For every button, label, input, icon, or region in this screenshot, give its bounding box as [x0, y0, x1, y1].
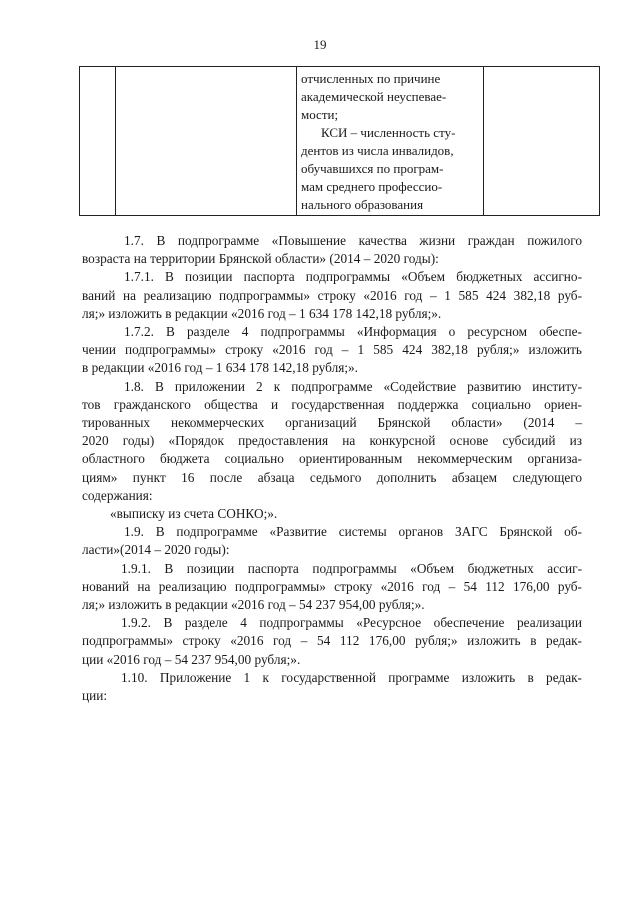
paragraph-line: ции «2016 год – 54 237 954,00 рубля;».: [82, 651, 301, 667]
table-fragment: [79, 66, 600, 216]
table-cell-line: мам среднего профессио-: [301, 179, 443, 194]
paragraph-line: подпрограммы» строку «2016 год – 54 112 176,00 рубля;» изложить в редак-: [82, 633, 582, 649]
table-column-divider: [296, 67, 297, 215]
table-column-divider: [483, 67, 484, 215]
paragraph-line: тов гражданского общества и государственная поддержка социально ориен-: [82, 396, 582, 412]
paragraph-line: областного бюджета социально ориентированным некоммерческим организа-: [82, 451, 582, 467]
table-cell-line: КСИ – численность сту-: [321, 125, 456, 140]
paragraph-line: ваний на реализацию подпрограммы» строку «2016 год – 1 585 424 382,18 руб-: [82, 287, 582, 303]
paragraph-line: 1.9.1. В позиции паспорта подпрограммы «Объем бюджетных ассиг-: [121, 560, 582, 576]
paragraph-line: чении подпрограммы» строку «2016 год – 1 585 424 382,18 рубля;» изложить: [82, 342, 582, 358]
paragraph-line: 1.9. В подпрограмме «Развитие системы органов ЗАГС Брянской об-: [124, 524, 582, 540]
paragraph-line: «выписку из счета СОНКО;».: [110, 506, 278, 522]
paragraph-line: циям» пункт 16 после абзаца седьмого дополнить абзацем следующего: [82, 469, 582, 485]
table-cell-line: дентов из числа инвалидов,: [301, 143, 454, 158]
paragraph-line: в редакции «2016 год – 1 634 178 142,18 рубля;».: [82, 360, 358, 376]
table-cell-line: академической неуспевае-: [301, 89, 447, 104]
paragraph-line: ля;» изложить в редакции «2016 год – 1 634 178 142,18 рубля;».: [82, 305, 442, 321]
paragraph-line: 1.8. В приложении 2 к подпрограмме «Содействие развитию институ-: [124, 378, 582, 394]
paragraph-line: ля;» изложить в редакции «2016 год – 54 237 954,00 рубля;».: [82, 597, 425, 613]
paragraph-line: 1.7.2. В разделе 4 подпрограммы «Информация о ресурсном обеспе-: [124, 324, 582, 340]
paragraph-line: 1.7. В подпрограмме «Повышение качества жизни граждан пожилого: [124, 233, 582, 248]
paragraph-line: 2020 годы) «Порядок предоставления на конкурсной основе субсидий из: [82, 433, 582, 449]
table-cell-line: нального образования: [301, 197, 424, 212]
paragraph-line: нований на реализацию подпрограммы» строку «2016 год – 54 112 176,00 руб-: [82, 578, 582, 594]
paragraph-line: ласти»(2014 – 2020 годы):: [82, 542, 230, 558]
table-cell-line: обучавшихся по програм-: [301, 161, 444, 176]
paragraph-line: содержания:: [82, 487, 153, 503]
paragraph-line: 1.9.2. В разделе 4 подпрограммы «Ресурсное обеспечение реализации: [121, 615, 582, 631]
paragraph-line: тированных некоммерческих организаций Брянской области» (2014 –: [82, 415, 582, 431]
paragraph-line: возраста на территории Брянской области» (2014 – 2020 годы):: [82, 251, 439, 267]
paragraph-line: 1.7.1. В позиции паспорта подпрограммы «Объем бюджетных ассигно-: [124, 269, 582, 285]
table-cell-line: мости;: [301, 107, 339, 122]
document-body: [82, 232, 582, 705]
table-column-divider: [115, 67, 116, 215]
table-cell-line: отчисленных по причине: [301, 71, 441, 86]
page-number: 19: [313, 37, 327, 52]
table-cell-text: [301, 70, 479, 214]
paragraph-line: ции:: [82, 688, 108, 704]
paragraph-line: 1.10. Приложение 1 к государственной программе изложить в редак-: [121, 669, 582, 685]
